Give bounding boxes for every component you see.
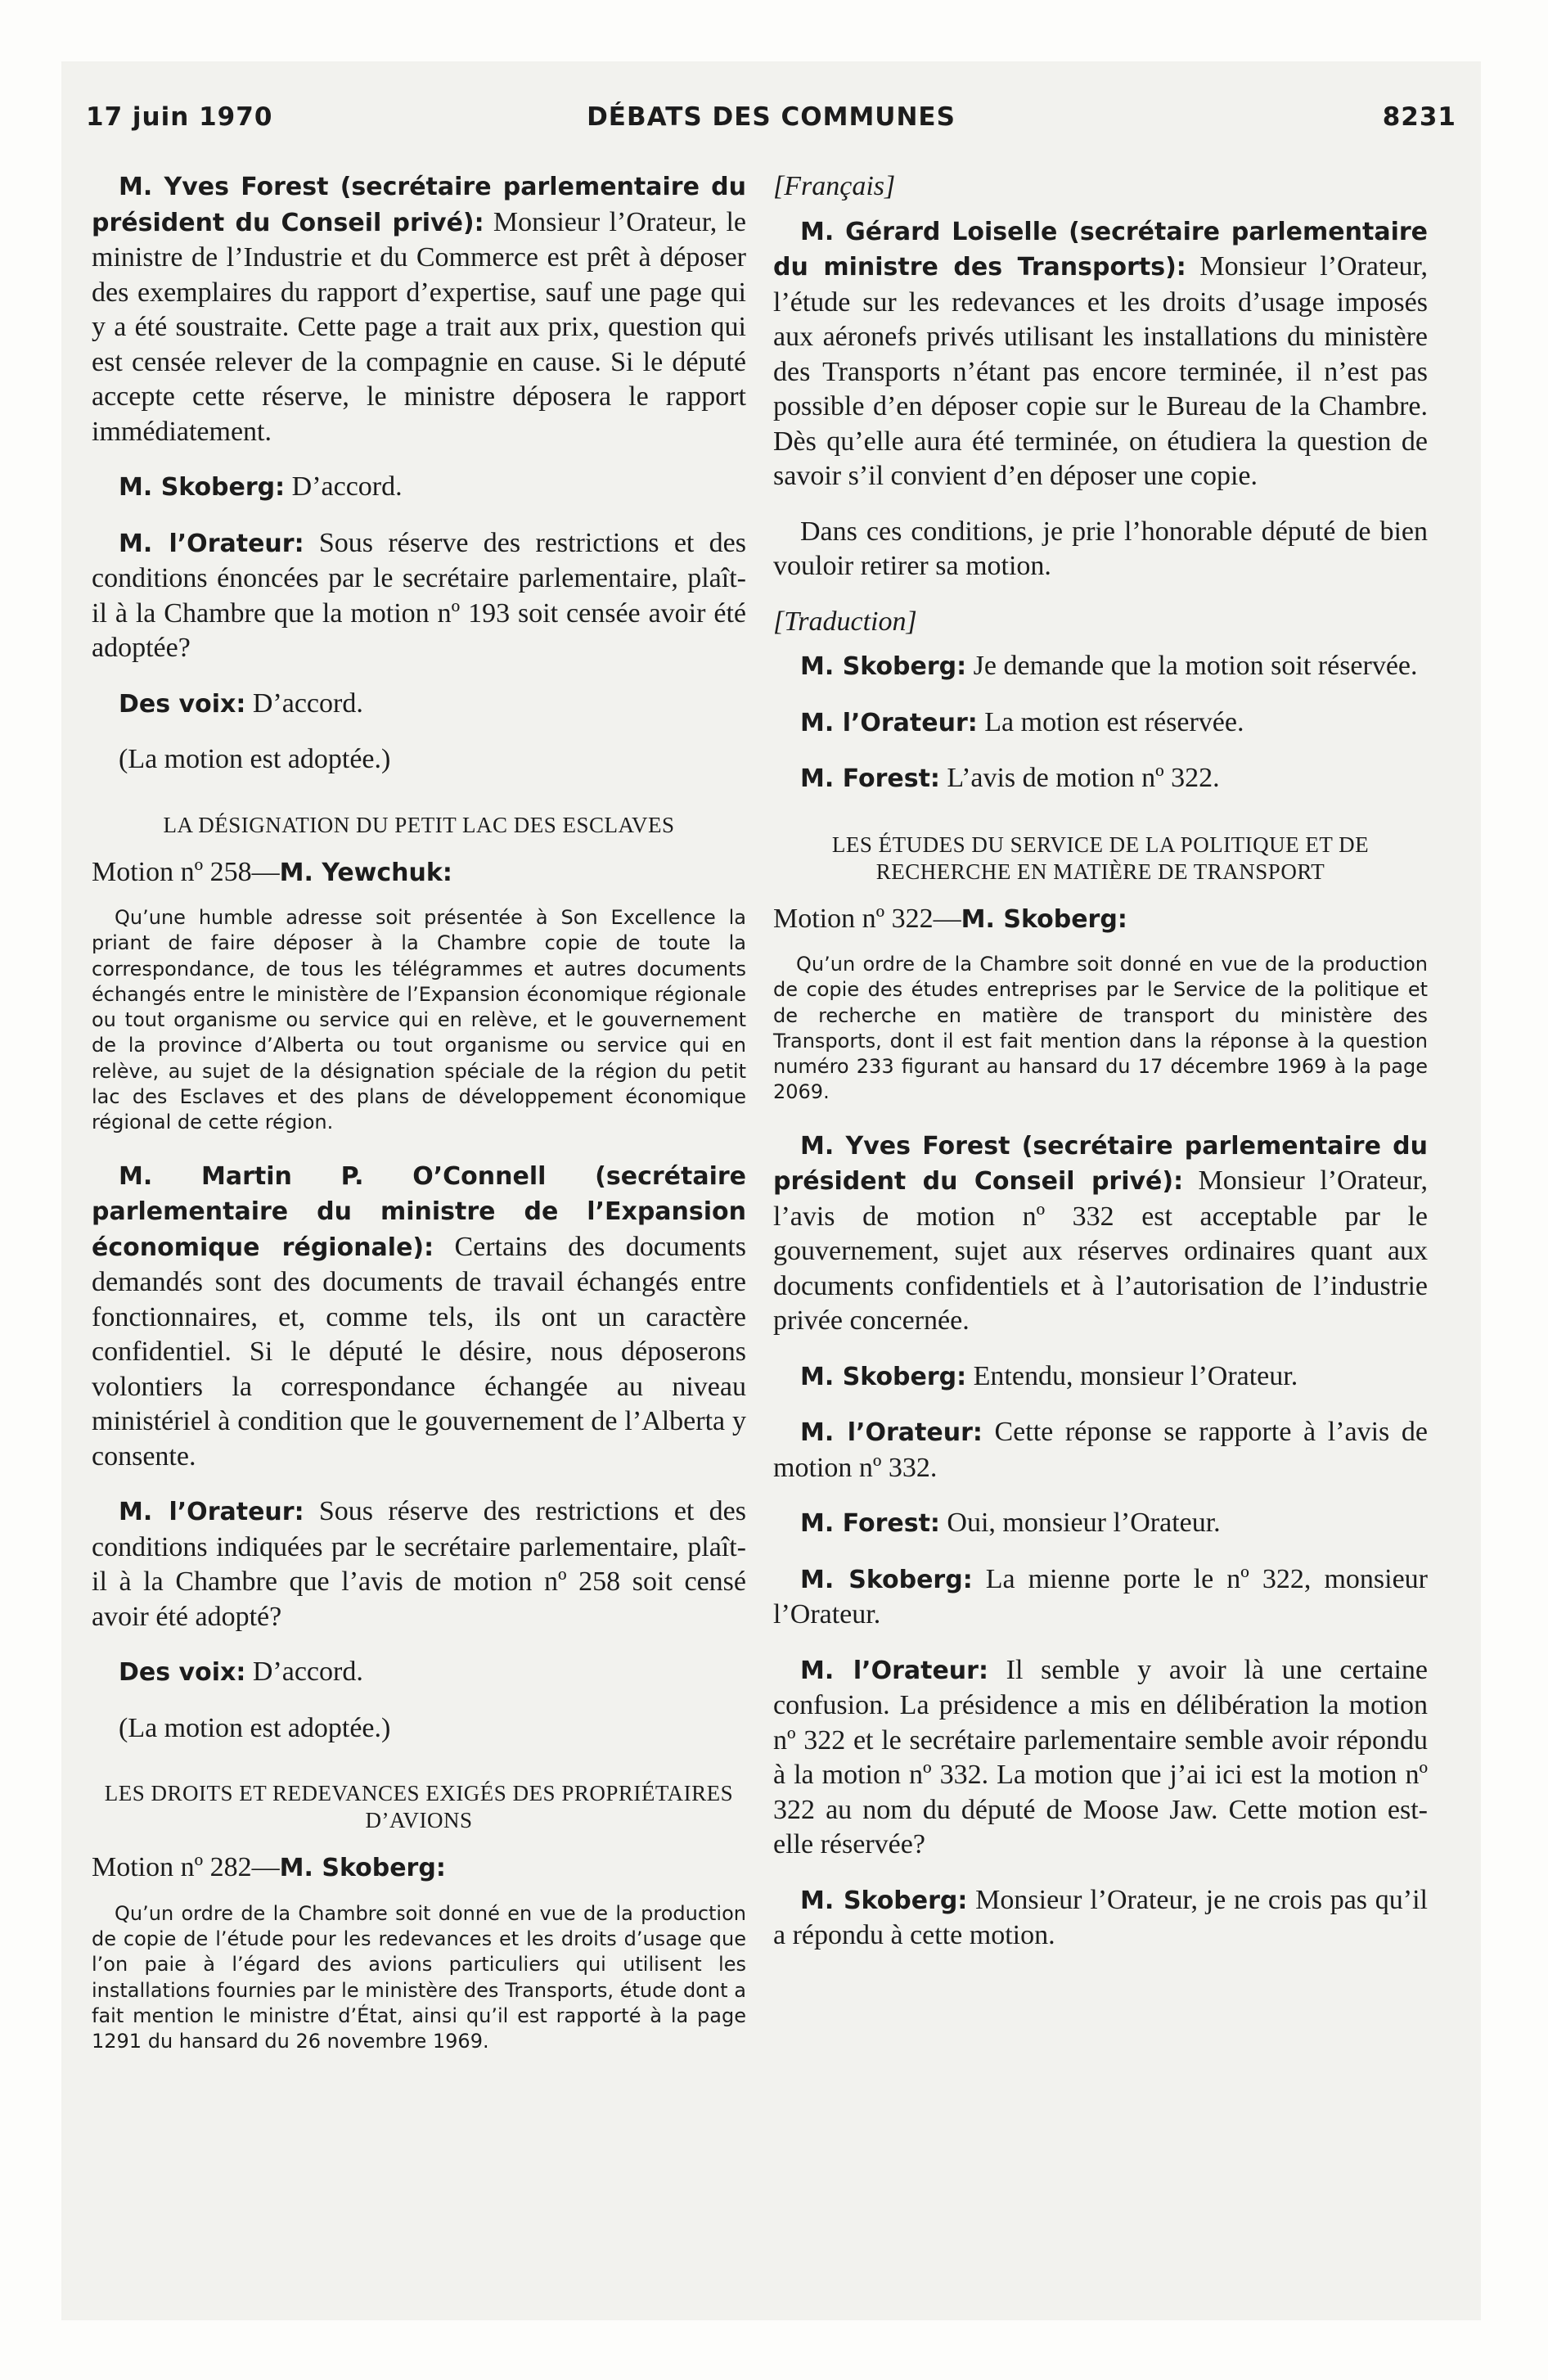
speech-orateur-4 <box>773 1415 1428 1485</box>
language-tag: [Français] <box>773 171 896 201</box>
speaker: M. l’Orateur: <box>119 1498 304 1527</box>
left-column <box>92 169 746 2077</box>
speech-text: Entendu, monsieur l’Orateur. <box>966 1360 1298 1391</box>
speech-orateur-3 <box>773 705 1428 741</box>
speaker: M. l’Orateur: <box>800 708 978 737</box>
motion-line <box>92 1850 746 1886</box>
speech-orateur-2 <box>92 1494 746 1634</box>
speech-text: Monsieur l’Orateur, je ne crois pas qu’il a répondu à cette motion. <box>773 1884 1428 1951</box>
motion-outcome: (La motion est adoptée.) <box>119 1712 391 1743</box>
speech-oconnell <box>92 1159 746 1475</box>
speaker: M. l’Orateur: <box>800 1418 983 1448</box>
hansard-page <box>61 61 1481 2320</box>
speaker: M. l’Orateur: <box>119 529 304 558</box>
speech-orateur-1 <box>92 526 746 666</box>
speaker: M. Martin P. O’Connell (secrétaire parlementaire du ministre de l’Expansion économique régionale): <box>92 1161 746 1262</box>
motion-outcome: (La motion est adoptée.) <box>119 744 391 774</box>
motion-label: Motion nº 282— <box>92 1852 280 1883</box>
speaker: Des voix: <box>119 1658 246 1688</box>
speaker: M. Forest: <box>800 764 940 793</box>
header-page-number: 8231 <box>1382 102 1456 132</box>
speech-text: Il semble y avoir là une certaine confusion. La présidence a mis en délibération la motion nº 322 et le secrétaire parlementaire semble avoir répondu à la motion nº 332. La motion que j’ai ici est la motion nº 322 au nom du député de Moose Jaw. Cette motion est-elle réservée? <box>773 1654 1428 1860</box>
speaker: M. Skoberg: <box>800 1886 968 1915</box>
speech-text: Sous réserve des restrictions et des conditions énoncées par le secrétaire parlementaire, plaît-il à la Chambre que la motion nº 193 soit censée avoir été adoptée? <box>92 527 746 663</box>
motion-label: Motion nº 258— <box>92 856 280 887</box>
speaker: M. Skoberg: <box>800 652 967 681</box>
speech-forest-2 <box>773 761 1428 797</box>
speech-orateur-5 <box>773 1653 1428 1863</box>
running-head <box>86 102 1456 143</box>
speech-voix-1 <box>92 687 746 723</box>
header-date: 17 juin 1970 <box>86 102 273 132</box>
speech-loiselle <box>773 214 1428 494</box>
motion-text: Qu’un ordre de la Chambre soit donné en vue de la production de copie des études entreprises par le Service de la politique et de recherche en matière de transport du ministère des Transports, dont il est fait mention dans la réponse à la question numéro 233 figurant au hansard du 17 décembre 1969 à la page 2069. <box>773 953 1428 1104</box>
speech-text: Certains des documents demandés sont des documents de travail échangés entre fonctionnaires, et, comme tels, ils ont un caractère confidentiel. Si le député le désire, nous déposerons volontiers la correspondance échangée au niveau ministériel à condition que le gouvernement de l’Alberta y consente. <box>92 1231 746 1472</box>
speech-text: Monsieur l’Orateur, l’avis de motion nº 332 est acceptable par le gouvernement, sujet aux réserves ordinaires quant aux documents confidentiels et à l’autorisation de l’industrie privée concernée. <box>773 1165 1428 1336</box>
speech-text: D’accord. <box>245 1657 363 1688</box>
speaker: M. Yves Forest (secrétaire parlementaire du président du Conseil privé): <box>92 173 746 237</box>
speaker: M. Skoberg: <box>119 473 286 502</box>
speaker: M. Yves Forest (secrétaire parlementaire du président du Conseil privé): <box>773 1131 1428 1197</box>
speaker: M. Skoberg: <box>800 1565 973 1594</box>
speech-forest-1 <box>92 169 746 449</box>
speech-skoberg-1 <box>92 470 746 506</box>
section-heading: LES DROITS ET REDEVANCES EXIGÉS DES PROPRIÉTAIRES D’AVIONS <box>104 1781 734 1833</box>
speech-text: Je demande que la motion soit réservée. <box>966 651 1418 681</box>
speech-text: Cette réponse se rapporte à l’avis de motion nº 332. <box>773 1417 1428 1483</box>
motion-mover: M. Yewchuk: <box>279 858 452 887</box>
speech-skoberg-5 <box>773 1883 1428 1954</box>
motion-line <box>92 855 746 891</box>
speech-skoberg-2 <box>773 649 1428 685</box>
speech-text: D’accord. <box>245 687 363 719</box>
motion-line <box>773 902 1428 938</box>
motion-label: Motion nº 322— <box>773 903 961 934</box>
speaker: M. Skoberg: <box>800 1362 967 1391</box>
speech-text: D’accord. <box>285 471 403 502</box>
speech-text: La motion est réservée. <box>977 706 1244 737</box>
motion-mover: M. Skoberg: <box>961 904 1127 934</box>
right-column <box>773 169 1428 1974</box>
speech-text: Monsieur l’Orateur, l’étude sur les redevances et les droits d’usage imposés aux aéronefs privés utilisant les installations du ministère des Transports n’étant pas encore terminée, il n’est pas possible d’en déposer copie sur le Bureau de la Chambre. Dès qu’elle aura été terminée, on étudiera la question de savoir s’il convient d’en déposer une copie. <box>773 251 1428 491</box>
section-heading: LES ÉTUDES DU SERVICE DE LA POLITIQUE ET DE RECHERCHE EN MATIÈRE DE TRANSPORT <box>831 832 1370 884</box>
speaker: M. l’Orateur: <box>800 1656 988 1685</box>
speech-skoberg-4 <box>773 1562 1428 1633</box>
speech-forest-4 <box>773 1506 1428 1542</box>
section-heading: LA DÉSIGNATION DU PETIT LAC DES ESCLAVES <box>163 812 675 837</box>
motion-mover: M. Skoberg: <box>279 1854 446 1883</box>
speech-forest-3 <box>773 1129 1428 1339</box>
speech-text: Monsieur l’Orateur, le ministre de l’Industrie et du Commerce est prêt à déposer des exemplaires du rapport d’expertise, sauf une page qui y a été soustraite. Cette page a trait aux prix, question qui est censée relever de la compagnie en cause. Si le député accepte cette réserve, le ministre déposera le rapport immédiatement. <box>92 206 747 447</box>
speech-text: La mienne porte le nº 322, monsieur l’Orateur. <box>773 1563 1428 1630</box>
language-tag: [Traduction] <box>773 606 917 637</box>
speaker: M. Gérard Loiselle (secrétaire parlementaire du ministre des Transports): <box>773 217 1428 282</box>
speech-text: Sous réserve des restrictions et des conditions indiquées par le secrétaire parlementaire, plaît-il à la Chambre que l’avis de motion nº 258 soit censé avoir été adopté? <box>92 1496 746 1632</box>
speech-skoberg-3 <box>773 1359 1428 1395</box>
header-title: DÉBATS DES COMMUNES <box>587 102 956 132</box>
speech-continued: Dans ces conditions, je prie l’honorable député de bien vouloir retirer sa motion. <box>773 516 1428 581</box>
speech-text: L’avis de motion nº 322. <box>939 763 1220 793</box>
motion-text: Qu’un ordre de la Chambre soit donné en vue de la production de copie de l’étude pour les redevances et les droits d’usage que l’on paie à l’égard des avions particuliers qui utilisent les installations fournies par le ministère des Transports, étude dont a fait mention le ministre d’État, ainsi qu’il est rapporté à la page 1291 du hansard du 26 novembre 1969. <box>92 1901 746 2053</box>
speech-text: Oui, monsieur l’Orateur. <box>939 1508 1221 1539</box>
speech-voix-2 <box>92 1655 746 1691</box>
motion-text: Qu’une humble adresse soit présentée à Son Excellence la priant de faire déposer à la Chambre copie de toute la correspondance, de tous les télégrammes et autres documents échangés entre le ministère de l’Expansion économique régionale ou tout organisme ou service qui en relève, et le gouvernement de la province d’Alberta ou tout organisme ou service qui en relève, au sujet de la désignation spéciale de la région du petit lac des Esclaves et des plans de développement économique régional de cette région. <box>92 906 746 1134</box>
speaker: M. Forest: <box>800 1509 940 1539</box>
speaker: Des voix: <box>119 689 246 719</box>
